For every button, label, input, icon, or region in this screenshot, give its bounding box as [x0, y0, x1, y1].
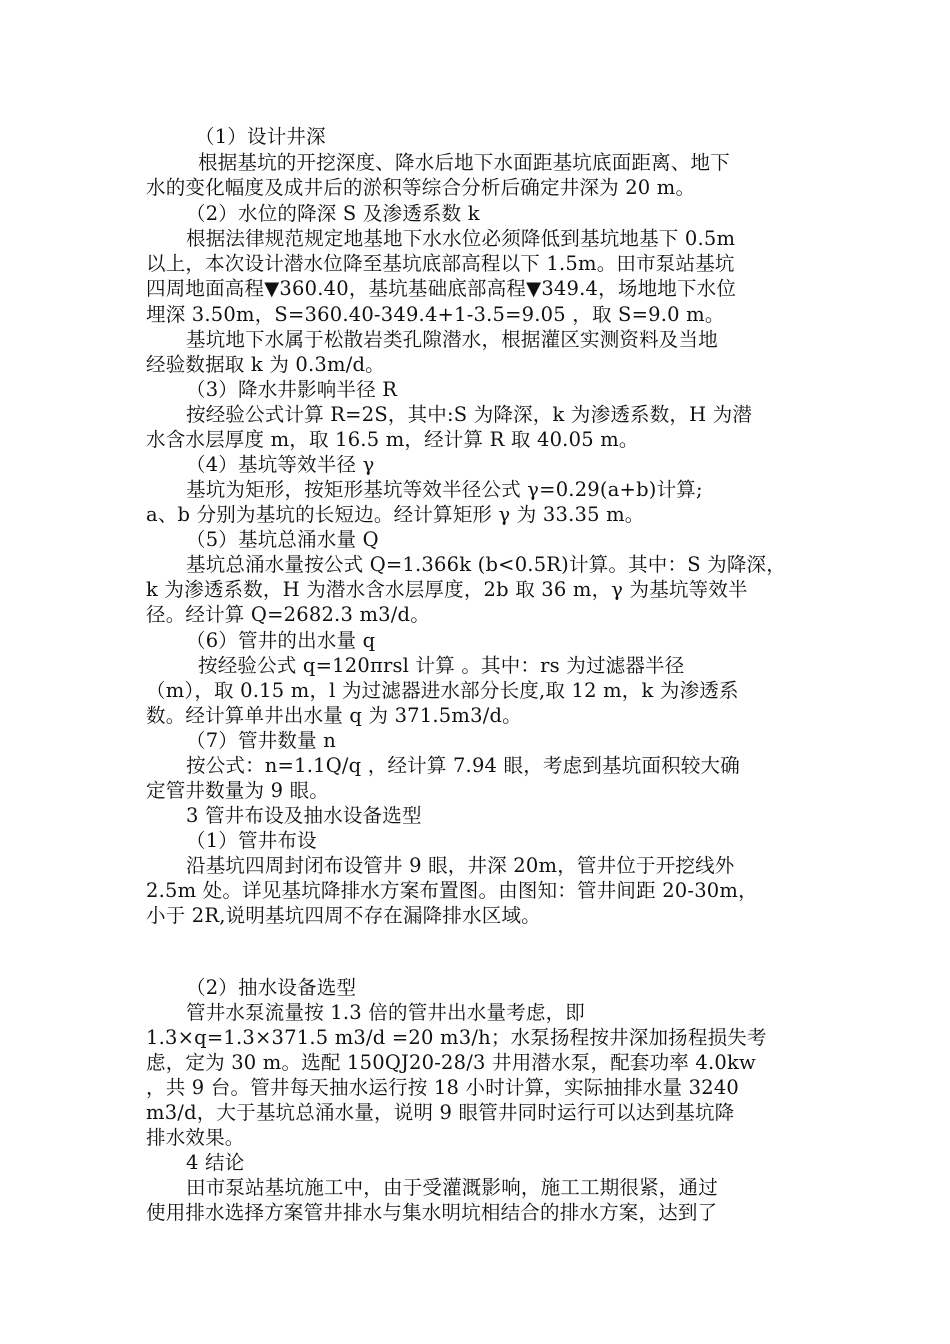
paragraph-line: 基坑地下水属于松散岩类孔隙潜水，根据灌区实测资料及当地: [186, 328, 718, 351]
paragraph-line: 田市泵站基坑施工中，由于受灌溉影响，施工工期很紧，通过: [186, 1176, 718, 1199]
paragraph-line: 虑，定为 30 m。选配 150QJ20-28/3 井用潜水泵，配套功率 4.0kw: [146, 1051, 756, 1074]
paragraph-line: 使用排水选择方案管井排水与集水明坑相结合的排水方案，达到了: [146, 1201, 718, 1224]
subheading-design-well-depth: （1）设计井深: [195, 125, 326, 148]
paragraph-line: 水含水层厚度 m，取 16.5 m，经计算 R 取 40.05 m。: [146, 428, 639, 451]
paragraph-line: m3/d，大于基坑总涌水量，说明 9 眼管井同时运行可以达到基坑降: [146, 1101, 735, 1124]
subheading-equivalent-radius: （4）基坑等效半径 γ: [186, 453, 375, 476]
subheading-well-yield: （6）管井的出水量 q: [186, 629, 376, 652]
paragraph-line: 排水效果。: [146, 1126, 245, 1149]
paragraph-line: 埋深 3.50m，S=360.40-349.4+1-3.5=9.05 ，取 S=9.0 m。: [146, 303, 725, 326]
subheading-total-inflow: （5）基坑总涌水量 Q: [186, 528, 379, 551]
paragraph-line: 定管井数量为 9 眼。: [146, 779, 330, 802]
paragraph-line: 小于 2R,说明基坑四周不存在漏降排水区域。: [146, 904, 541, 927]
paragraph-line: k 为渗透系数，H 为潜水含水层厚度，2b 取 36 m，γ 为基坑等效半: [146, 578, 748, 601]
paragraph-line: 按公式：n=1.1Q/q ，经计算 7.94 眼，考虑到基坑面积较大确: [186, 754, 740, 777]
paragraph-line: 根据基坑的开挖深度、降水后地下水面距基坑底面距离、地下: [198, 151, 730, 174]
section-heading-well-layout: 3 管井布设及抽水设备选型: [186, 804, 422, 827]
subheading-influence-radius: （3）降水井影响半径 R: [186, 378, 398, 401]
section-heading-conclusion: 4 结论: [186, 1151, 245, 1174]
subheading-well-layout: （1）管井布设: [186, 829, 317, 852]
paragraph-line: 沿基坑四周封闭布设管井 9 眼，井深 20m，管井位于开挖线外: [186, 854, 735, 877]
subheading-well-count: （7）管井数量 n: [186, 729, 336, 752]
paragraph-line: 以上，本次设计潜水位降至基坑底部高程以下 1.5m。田市泵站基坑: [146, 252, 735, 275]
paragraph-line: 水的变化幅度及成井后的淤积等综合分析后确定井深为 20 m。: [146, 176, 696, 199]
subheading-pump-selection: （2）抽水设备选型: [186, 976, 357, 999]
paragraph-line: 按经验公式计算 R=2S，其中:S 为降深，k 为渗透系数，H 为潜: [186, 403, 753, 426]
paragraph-line: 基坑为矩形，按矩形基坑等效半径公式 γ=0.29(a+b)计算;: [186, 478, 703, 501]
paragraph-line: 根据法律规范规定地基地下水水位必须降低到基坑地基下 0.5m: [186, 227, 736, 250]
paragraph-line: a、b 分别为基坑的长短边。经计算矩形 γ 为 33.35 m。: [146, 503, 645, 526]
subheading-drawdown-permeability: （2）水位的降深 S 及渗透系数 k: [186, 202, 480, 225]
paragraph-line: （m），取 0.15 m，l 为过滤器进水部分长度,取 12 m，k 为渗透系: [146, 679, 739, 702]
paragraph-line: 2.5m 处。详见基坑降排水方案布置图。由图知：管井间距 20-30m，: [146, 879, 758, 902]
paragraph-line: 数。经计算单井出水量 q 为 371.5m3/d。: [146, 704, 522, 727]
paragraph-line: 管井水泵流量按 1.3 倍的管井出水量考虑，即: [186, 1001, 586, 1024]
paragraph-line: 按经验公式 q=120πrsl 计算 。其中：rs 为过滤器半径: [198, 654, 685, 677]
paragraph-line: 基坑总涌水量按公式 Q=1.366k (b<0.5R)计算。其中：S 为降深，: [186, 553, 786, 576]
paragraph-line: 1.3×q=1.3×371.5 m3/d =20 m3/h；水泵扬程按井深加扬程损失考: [146, 1026, 767, 1049]
paragraph-line: 四周地面高程▼360.40，基坑基础底部高程▼349.4，场地地下水位: [146, 277, 737, 300]
paragraph-line: 径。经计算 Q=2682.3 m3/d。: [146, 603, 430, 626]
paragraph-line: ，共 9 台。管井每天抽水运行按 18 小时计算，实际抽排水量 3240: [146, 1076, 740, 1099]
paragraph-line: 经验数据取 k 为 0.3m/d。: [146, 353, 385, 376]
